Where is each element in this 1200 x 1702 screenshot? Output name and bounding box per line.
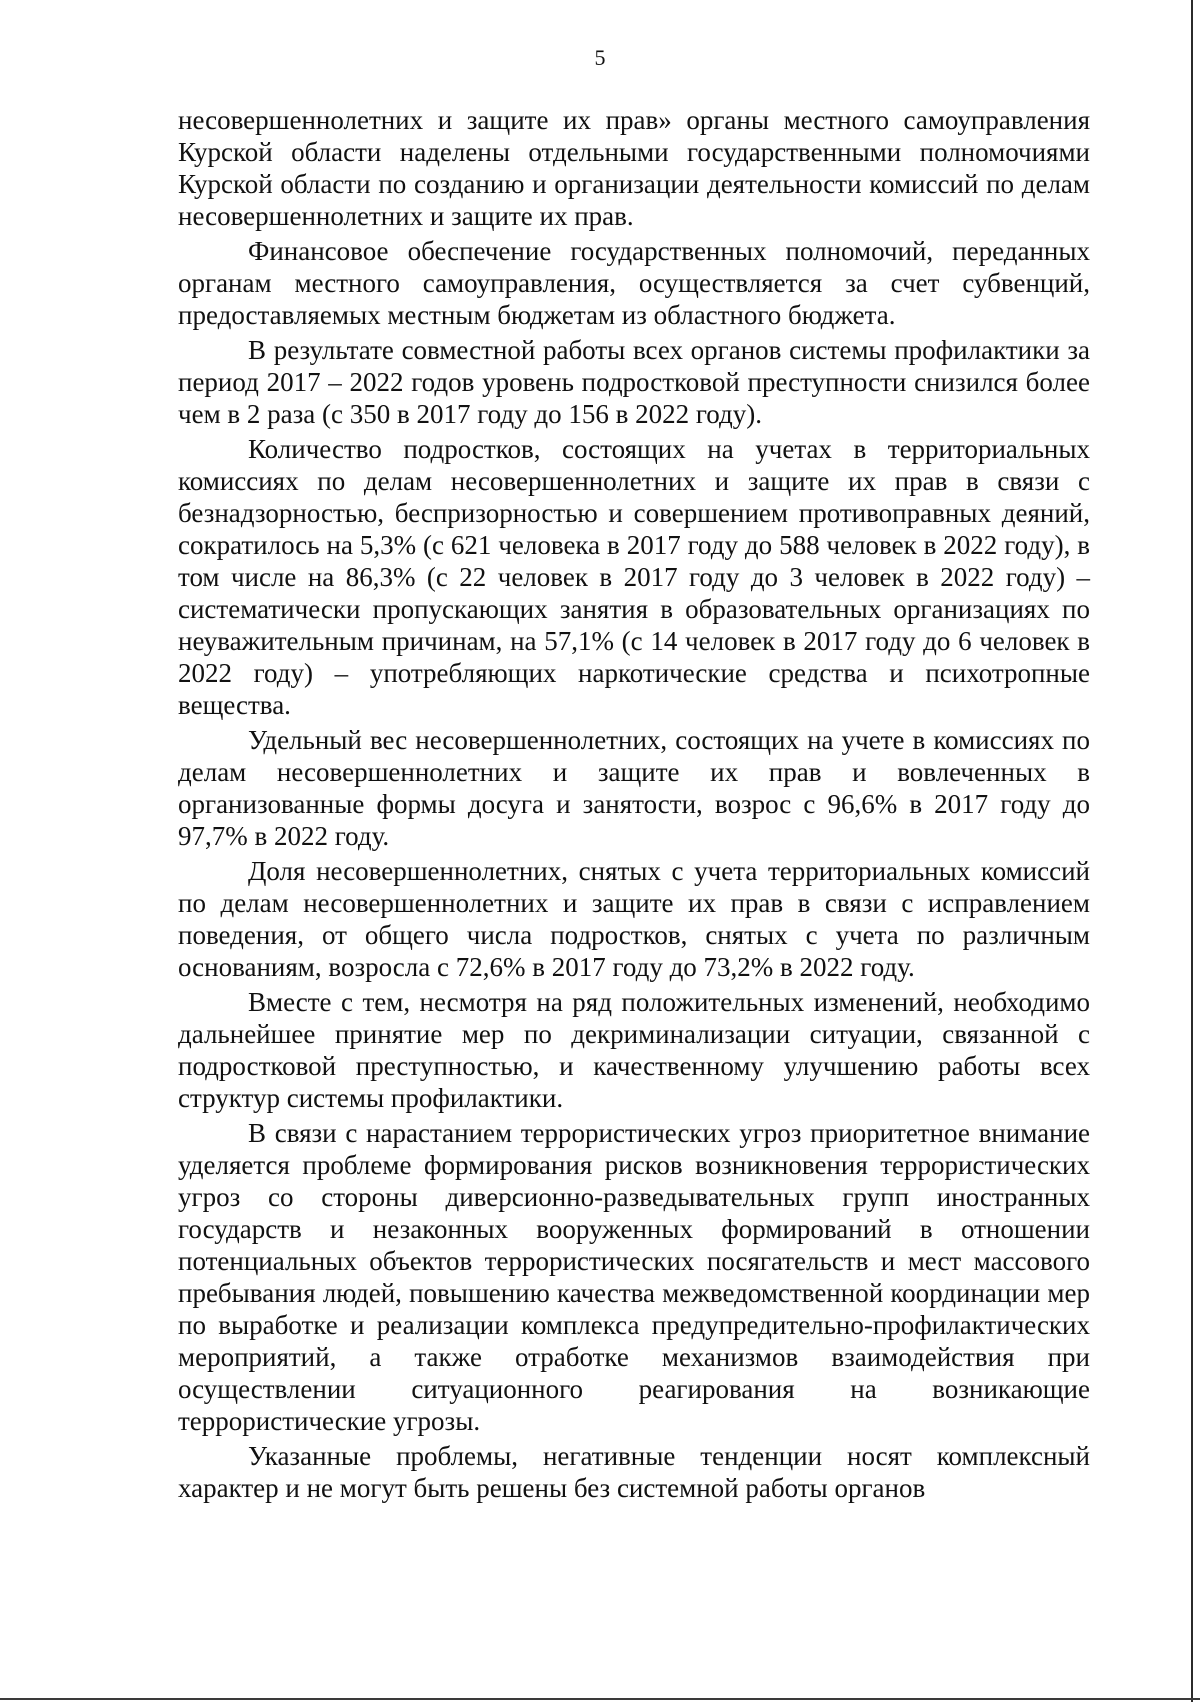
paragraph-leisure-share: Удельный вес несовершеннолетних, состоящих на учете в комиссиях по делам несовершеннолетних и защите их прав и вовлеченных в организованные формы досуга и занятости, возрос с 96,6% в 2017 году до 97,7% в 2022 году. [178, 725, 1090, 851]
page-number: 5 [594, 45, 606, 70]
paragraph-further-measures: Вместе с тем, несмотря на ряд положительных изменений, необходимо дальнейшее принятие мер по декриминализации ситуации, связанной с подростковой преступностью, и качественному улучшению работы всех структур системы профилактики. [178, 987, 1090, 1113]
paragraph-complex-problems: Указанные проблемы, негативные тенденции носят комплексный характер и не могут быть решены без системной работы органов [178, 1441, 1090, 1503]
paragraph-deregistered-share: Доля несовершеннолетних, снятых с учета территориальных комиссий по делам несовершеннолетних и защите их прав в связи с исправлением поведения, от общего числа подростков, снятых с учета по различным основаниям, возросла с 72,6% в 2017 году до 73,2% в 2022 году. [178, 856, 1090, 982]
paragraph-continuation: несовершеннолетних и защите их прав» органы местного самоуправления Курской области наделены отдельными государственными полномочиями Курской области по созданию и организации деятельности комиссий по делам несовершеннолетних и защите их прав. [178, 105, 1090, 231]
scan-edge-bottom [0, 1698, 1200, 1700]
document-body [178, 104, 1090, 1504]
paragraph-terrorism-threats: В связи с нарастанием террористических угроз приоритетное внимание уделяется проблеме формирования рисков возникновения террористических угроз со стороны диверсионно-разведывательных групп иностранных государств и незаконных вооруженных формирований в отношении потенциальных объектов террористических посягательств и мест массового пребывания людей, повышению качества межведомственной координации мер по выработке и реализации комплекса предупредительно-профилактических мероприятий, а также отработке механизмов взаимодействия при осуществлении ситуационного реагирования на возникающие террористические угрозы. [178, 1118, 1090, 1436]
paragraph-financing: Финансовое обеспечение государственных полномочий, переданных органам местного самоуправления, осуществляется за счет субвенций, предоставляемых местным бюджетам из областного бюджета. [178, 236, 1090, 330]
scan-edge-right [1191, 0, 1193, 1702]
paragraph-crime-reduction: В результате совместной работы всех органов системы профилактики за период 2017 – 2022 годов уровень подростковой преступности снизился более чем в 2 раза (с 350 в 2017 году до 156 в 2022 году). [178, 335, 1090, 429]
paragraph-registered-teenagers: Количество подростков, состоящих на учетах в территориальных комиссиях по делам несовершеннолетних и защите их прав в связи с безнадзорностью, беспризорностью и совершением противоправных деяний, сократилось на 5,3% (с 621 человека в 2017 году до 588 человек в 2022 году), в том числе на 86,3% (с 22 человек в 2017 году до 3 человек в 2022 году) – систематически пропускающих занятия в образовательных организациях по неуважительным причинам, на 57,1% (с 14 человек в 2017 году до 6 человек в 2022 году) – употребляющих наркотические средства и психотропные вещества. [178, 434, 1090, 720]
